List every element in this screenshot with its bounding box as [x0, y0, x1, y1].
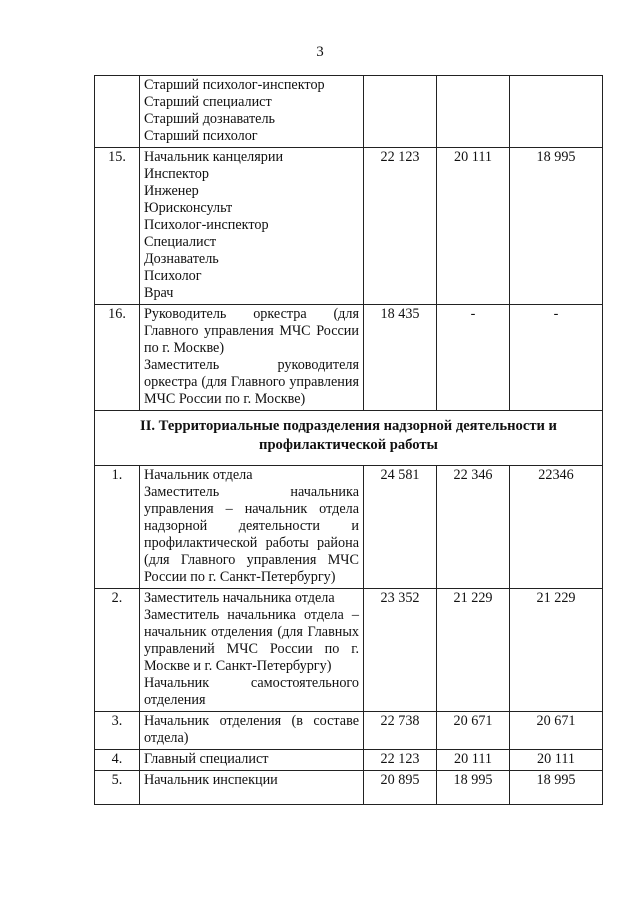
value-cell: 18 435	[364, 305, 437, 411]
position-title: Заместитель начальника отдела	[144, 590, 335, 606]
value-cell: 22 123	[364, 750, 437, 771]
value-cell: 21 229	[437, 589, 510, 712]
position-title: Начальник инспекции	[144, 772, 278, 788]
position-title: Дознаватель	[144, 251, 219, 267]
value-cell: 20 671	[437, 712, 510, 750]
position-title: Инженер	[144, 183, 199, 199]
salary-table	[94, 75, 603, 805]
value-cell	[510, 76, 603, 148]
position-title: Старший дознаватель	[144, 111, 275, 127]
table-row	[95, 771, 603, 805]
value-cell: 22 123	[364, 148, 437, 305]
value-cell: 22 738	[364, 712, 437, 750]
position-title: Юрисконсульт	[144, 200, 233, 216]
value-cell: 18 995	[510, 771, 603, 805]
row-number: 3.	[95, 712, 140, 750]
position-title: Начальник отдела	[144, 467, 253, 483]
position-title: Начальник канцелярии	[144, 149, 284, 165]
row-number: 15.	[95, 148, 140, 305]
position-cell	[140, 466, 364, 589]
value-cell: 22 346	[437, 466, 510, 589]
position-title: Начальник самостоятельного отделения	[144, 675, 359, 708]
row-number	[95, 76, 140, 148]
value-cell: 23 352	[364, 589, 437, 712]
position-title: Врач	[144, 285, 174, 301]
row-number: 4.	[95, 750, 140, 771]
value-cell: 21 229	[510, 589, 603, 712]
position-cell	[140, 148, 364, 305]
value-cell: 22346	[510, 466, 603, 589]
value-cell: -	[437, 305, 510, 411]
value-cell: 20 111	[437, 148, 510, 305]
position-title: Заместитель руководителя оркестра (для Главного управления МЧС России по г. Москве)	[144, 357, 359, 407]
position-title: Старший психолог	[144, 128, 258, 144]
value-cell: 20 671	[510, 712, 603, 750]
position-title: Психолог-инспектор	[144, 217, 269, 233]
value-cell: 18 995	[437, 771, 510, 805]
position-title: Начальник отделения (в составе отдела)	[144, 713, 359, 746]
value-cell: -	[510, 305, 603, 411]
table-row	[95, 76, 603, 148]
table-row	[95, 305, 603, 411]
table-row	[95, 712, 603, 750]
position-cell	[140, 750, 364, 771]
position-title: Заместитель начальника отдела – начальник отделения (для Главных управлений МЧС России по г. Москве и г. Санкт-Петербургу)	[144, 607, 359, 674]
value-cell: 20 895	[364, 771, 437, 805]
position-title: Специалист	[144, 234, 217, 250]
table-row	[95, 466, 603, 589]
table-row	[95, 750, 603, 771]
position-cell	[140, 771, 364, 805]
position-title: Руководитель оркестра (для Главного управления МЧС России по г. Москве)	[144, 306, 359, 356]
table-row	[95, 589, 603, 712]
value-cell: 20 111	[437, 750, 510, 771]
row-number: 2.	[95, 589, 140, 712]
position-title: Психолог	[144, 268, 202, 284]
section-row	[95, 411, 603, 466]
position-cell	[140, 712, 364, 750]
position-cell	[140, 589, 364, 712]
value-cell: 24 581	[364, 466, 437, 589]
position-title: Инспектор	[144, 166, 209, 182]
value-cell	[364, 76, 437, 148]
value-cell: 18 995	[510, 148, 603, 305]
position-cell	[140, 76, 364, 148]
row-number: 1.	[95, 466, 140, 589]
value-cell: 20 111	[510, 750, 603, 771]
position-title: Главный специалист	[144, 751, 269, 767]
section-title: II. Территориальные подразделения надзорной деятельности и профилактической работы	[95, 411, 603, 466]
value-cell	[437, 76, 510, 148]
position-title: Старший психолог-инспектор	[144, 77, 325, 93]
position-title: Заместитель начальника управления – начальник отдела надзорной деятельности и профилактической работы района (для Главного управления МЧС России по г. Санкт-Петербургу)	[144, 484, 359, 585]
position-title: Старший специалист	[144, 94, 272, 110]
row-number: 5.	[95, 771, 140, 805]
table-row	[95, 148, 603, 305]
row-number: 16.	[95, 305, 140, 411]
page-number: 3	[316, 44, 324, 60]
position-cell	[140, 305, 364, 411]
